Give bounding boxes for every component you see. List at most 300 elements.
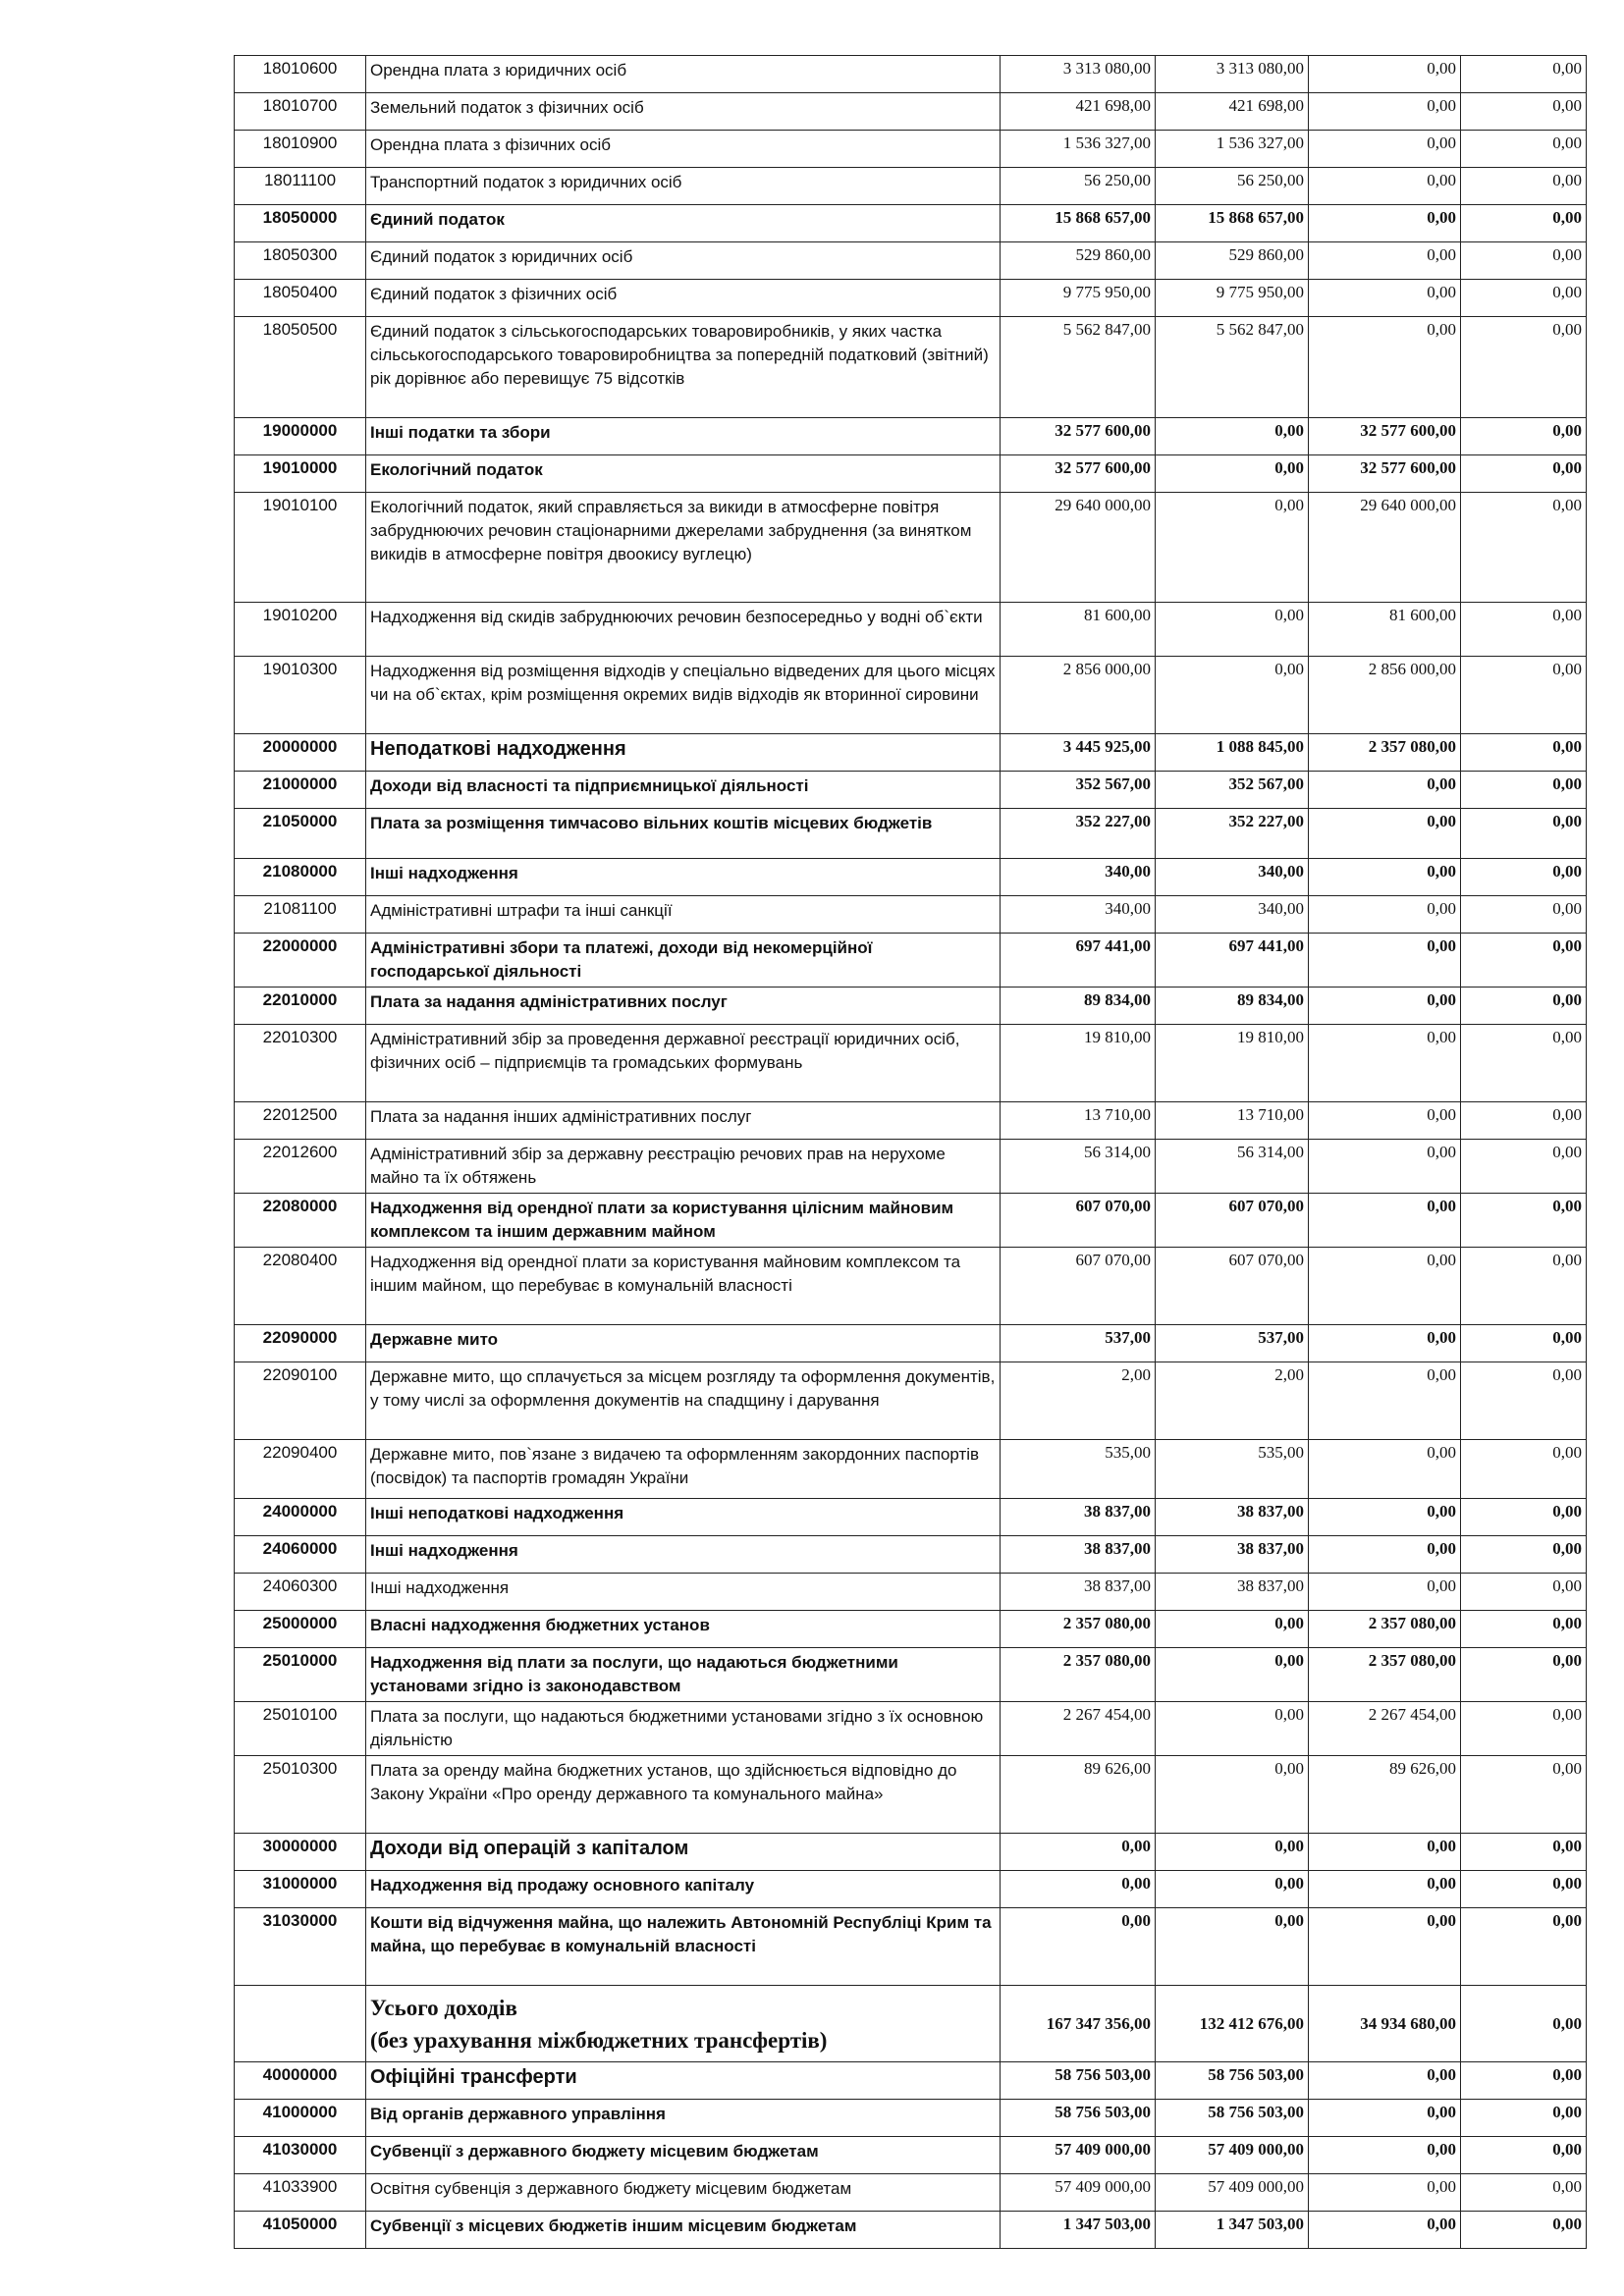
special-fund-cell: 0,00: [1309, 242, 1461, 280]
revenue-name-cell: Єдиний податок з сільськогосподарських товаровиробників, у яких частка сільськогосподарського товаровиробництва за попередній податковий (звітний) рік дорівнює або перевищує 75 відсотків: [366, 317, 1001, 418]
table-row: [235, 1648, 1587, 1702]
development-budget-cell: 0,00: [1461, 1648, 1587, 1702]
table-row: [235, 493, 1587, 603]
total-amount-cell: 697 441,00: [1001, 934, 1156, 988]
table-row: [235, 317, 1587, 418]
total-amount-cell: 0,00: [1001, 1908, 1156, 1986]
budget-code-cell: 25010100: [235, 1702, 366, 1756]
budget-code-cell: 18011100: [235, 168, 366, 205]
budget-code-cell: 19010000: [235, 455, 366, 493]
revenue-name-cell: Плата за послуги, що надаються бюджетними установами згідно з їх основною діяльністю: [366, 1702, 1001, 1756]
table-row: [235, 1140, 1587, 1194]
budget-code-cell: 22090000: [235, 1325, 366, 1362]
total-amount-cell: 38 837,00: [1001, 1499, 1156, 1536]
total-amount-cell: 57 409 000,00: [1001, 2174, 1156, 2212]
general-fund-cell: 1 536 327,00: [1156, 131, 1309, 168]
development-budget-cell: 0,00: [1461, 1140, 1587, 1194]
development-budget-cell: 0,00: [1461, 1611, 1587, 1648]
total-amount-cell: 607 070,00: [1001, 1194, 1156, 1248]
table-row: [235, 418, 1587, 455]
revenue-name-cell: Плата за розміщення тимчасово вільних коштів місцевих бюджетів: [366, 809, 1001, 859]
total-amount-cell: 2,00: [1001, 1362, 1156, 1440]
budget-code-cell: [235, 1986, 366, 2062]
development-budget-cell: 0,00: [1461, 1102, 1587, 1140]
total-amount-cell: 2 267 454,00: [1001, 1702, 1156, 1756]
development-budget-cell: 0,00: [1461, 896, 1587, 934]
total-amount-cell: 56 314,00: [1001, 1140, 1156, 1194]
total-amount-cell: 607 070,00: [1001, 1248, 1156, 1325]
revenue-name-cell: Надходження від орендної плати за користування цілісним майновим комплексом та іншим державним майном: [366, 1194, 1001, 1248]
revenue-name-cell: Адміністративні штрафи та інші санкції: [366, 896, 1001, 934]
revenue-name-cell: Інші надходження: [366, 1536, 1001, 1574]
special-fund-cell: 0,00: [1309, 1834, 1461, 1871]
revenue-name-cell: Єдиний податок з юридичних осіб: [366, 242, 1001, 280]
development-budget-cell: 0,00: [1461, 455, 1587, 493]
budget-code-cell: 18010600: [235, 56, 366, 93]
table-row: [235, 1908, 1587, 1986]
development-budget-cell: 0,00: [1461, 168, 1587, 205]
special-fund-cell: 81 600,00: [1309, 603, 1461, 657]
revenue-name-cell: Інші неподаткові надходження: [366, 1499, 1001, 1536]
general-fund-cell: 38 837,00: [1156, 1536, 1309, 1574]
special-fund-cell: 0,00: [1309, 56, 1461, 93]
special-fund-cell: 0,00: [1309, 1025, 1461, 1102]
revenue-name-cell: Субвенції з державного бюджету місцевим бюджетам: [366, 2137, 1001, 2174]
special-fund-cell: 0,00: [1309, 988, 1461, 1025]
general-fund-cell: 537,00: [1156, 1325, 1309, 1362]
budget-code-cell: 41000000: [235, 2100, 366, 2137]
total-amount-cell: 340,00: [1001, 859, 1156, 896]
revenue-name-cell: Адміністративний збір за проведення державної реєстрації юридичних осіб, фізичних осіб – підприємців та громадських формувань: [366, 1025, 1001, 1102]
special-fund-cell: 0,00: [1309, 2212, 1461, 2249]
table-row: [235, 1025, 1587, 1102]
revenue-name-cell: Земельний податок з фізичних осіб: [366, 93, 1001, 131]
revenue-name-cell: Доходи від операцій з капіталом: [366, 1834, 1001, 1871]
total-row: [235, 1986, 1587, 2062]
table-row: [235, 280, 1587, 317]
total-amount-cell: 352 227,00: [1001, 809, 1156, 859]
general-fund-cell: 0,00: [1156, 493, 1309, 603]
general-fund-cell: 58 756 503,00: [1156, 2100, 1309, 2137]
development-budget-cell: 0,00: [1461, 493, 1587, 603]
general-fund-cell: 340,00: [1156, 859, 1309, 896]
development-budget-cell: 0,00: [1461, 1194, 1587, 1248]
special-fund-cell: 2 856 000,00: [1309, 657, 1461, 734]
development-budget-cell: 0,00: [1461, 1908, 1587, 1986]
special-fund-cell: 2 267 454,00: [1309, 1702, 1461, 1756]
revenue-name-cell: Державне мито, пов`язане з видачею та оформленням закордонних паспортів (посвідок) та паспортів громадян України: [366, 1440, 1001, 1499]
revenue-name-cell: Надходження від плати за послуги, що надаються бюджетними установами згідно із законодавством: [366, 1648, 1001, 1702]
table-row: [235, 734, 1587, 772]
special-fund-cell: 29 640 000,00: [1309, 493, 1461, 603]
total-amount-cell: 529 860,00: [1001, 242, 1156, 280]
budget-code-cell: 21081100: [235, 896, 366, 934]
general-fund-cell: 0,00: [1156, 1908, 1309, 1986]
table-row: [235, 205, 1587, 242]
special-fund-cell: 0,00: [1309, 1536, 1461, 1574]
budget-code-cell: 24060300: [235, 1574, 366, 1611]
budget-code-cell: 22000000: [235, 934, 366, 988]
table-row: [235, 131, 1587, 168]
budget-code-cell: 25000000: [235, 1611, 366, 1648]
budget-code-cell: 18050400: [235, 280, 366, 317]
general-fund-cell: 5 562 847,00: [1156, 317, 1309, 418]
budget-code-cell: 41050000: [235, 2212, 366, 2249]
development-budget-cell: 0,00: [1461, 1362, 1587, 1440]
revenue-name-cell: Власні надходження бюджетних установ: [366, 1611, 1001, 1648]
budget-code-cell: 21000000: [235, 772, 366, 809]
revenue-name-cell: Екологічний податок, який справляється за викиди в атмосферне повітря забруднюючих речовин стаціонарними джерелами забруднення (за винятком викидів в атмосферне повітря двоокису вуглецю): [366, 493, 1001, 603]
general-fund-cell: 1 347 503,00: [1156, 2212, 1309, 2249]
total-amount-cell: 58 756 503,00: [1001, 2062, 1156, 2100]
total-amount-cell: 38 837,00: [1001, 1574, 1156, 1611]
special-fund-cell: 0,00: [1309, 131, 1461, 168]
revenue-name-cell: Орендна плата з юридичних осіб: [366, 56, 1001, 93]
general-fund-cell: 529 860,00: [1156, 242, 1309, 280]
development-budget-cell: 0,00: [1461, 859, 1587, 896]
development-budget-cell: 0,00: [1461, 56, 1587, 93]
revenue-name-cell: Інші податки та збори: [366, 418, 1001, 455]
total-amount-cell: 167 347 356,00: [1001, 1986, 1156, 2062]
total-amount-cell: 81 600,00: [1001, 603, 1156, 657]
development-budget-cell: 0,00: [1461, 1248, 1587, 1325]
total-amount-cell: 32 577 600,00: [1001, 418, 1156, 455]
total-amount-cell: 9 775 950,00: [1001, 280, 1156, 317]
revenue-name-cell: Надходження від скидів забруднюючих речовин безпосередньо у водні об`єкти: [366, 603, 1001, 657]
development-budget-cell: 0,00: [1461, 242, 1587, 280]
general-fund-cell: 57 409 000,00: [1156, 2174, 1309, 2212]
total-amount-cell: 535,00: [1001, 1440, 1156, 1499]
revenue-name-cell: Державне мито, що сплачується за місцем розгляду та оформлення документів, у тому числі за оформлення документів на спадщину і дарування: [366, 1362, 1001, 1440]
budget-code-cell: 22090400: [235, 1440, 366, 1499]
total-amount-cell: 421 698,00: [1001, 93, 1156, 131]
special-fund-cell: 32 577 600,00: [1309, 418, 1461, 455]
development-budget-cell: 0,00: [1461, 809, 1587, 859]
budget-code-cell: 22012600: [235, 1140, 366, 1194]
budget-code-cell: 19010200: [235, 603, 366, 657]
total-amount-cell: 29 640 000,00: [1001, 493, 1156, 603]
development-budget-cell: 0,00: [1461, 1574, 1587, 1611]
table-row: [235, 2137, 1587, 2174]
development-budget-cell: 0,00: [1461, 1325, 1587, 1362]
budget-code-cell: 25010000: [235, 1648, 366, 1702]
special-fund-cell: 0,00: [1309, 1871, 1461, 1908]
revenue-name-cell: Адміністративні збори та платежі, доходи від некомерційної господарської діяльності: [366, 934, 1001, 988]
budget-code-cell: 22090100: [235, 1362, 366, 1440]
budget-code-cell: 31030000: [235, 1908, 366, 1986]
budget-code-cell: 19010300: [235, 657, 366, 734]
special-fund-cell: 0,00: [1309, 1102, 1461, 1140]
development-budget-cell: 0,00: [1461, 1702, 1587, 1756]
budget-code-cell: 22010000: [235, 988, 366, 1025]
revenue-name-cell: Орендна плата з фізичних осіб: [366, 131, 1001, 168]
general-fund-cell: 19 810,00: [1156, 1025, 1309, 1102]
revenue-name-cell: Плата за надання адміністративних послуг: [366, 988, 1001, 1025]
total-amount-cell: 32 577 600,00: [1001, 455, 1156, 493]
general-fund-cell: 132 412 676,00: [1156, 1986, 1309, 2062]
total-amount-cell: 537,00: [1001, 1325, 1156, 1362]
special-fund-cell: 0,00: [1309, 205, 1461, 242]
total-amount-cell: 15 868 657,00: [1001, 205, 1156, 242]
general-fund-cell: 57 409 000,00: [1156, 2137, 1309, 2174]
table-row: [235, 1871, 1587, 1908]
general-fund-cell: 9 775 950,00: [1156, 280, 1309, 317]
budget-code-cell: 18050500: [235, 317, 366, 418]
total-amount-cell: 38 837,00: [1001, 1536, 1156, 1574]
general-fund-cell: 58 756 503,00: [1156, 2062, 1309, 2100]
table-row: [235, 1325, 1587, 1362]
total-amount-cell: 2 357 080,00: [1001, 1611, 1156, 1648]
revenue-name-cell: Надходження від продажу основного капіталу: [366, 1871, 1001, 1908]
general-fund-cell: 697 441,00: [1156, 934, 1309, 988]
special-fund-cell: 0,00: [1309, 1362, 1461, 1440]
special-fund-cell: 0,00: [1309, 1194, 1461, 1248]
special-fund-cell: 0,00: [1309, 859, 1461, 896]
total-amount-cell: 2 357 080,00: [1001, 1648, 1156, 1702]
budget-code-cell: 30000000: [235, 1834, 366, 1871]
revenue-name-cell: Екологічний податок: [366, 455, 1001, 493]
general-fund-cell: 535,00: [1156, 1440, 1309, 1499]
table-row: [235, 455, 1587, 493]
special-fund-cell: 0,00: [1309, 317, 1461, 418]
revenue-name-cell: Єдиний податок: [366, 205, 1001, 242]
general-fund-cell: 1 088 845,00: [1156, 734, 1309, 772]
table-row: [235, 2062, 1587, 2100]
general-fund-cell: 13 710,00: [1156, 1102, 1309, 1140]
budget-code-cell: 20000000: [235, 734, 366, 772]
special-fund-cell: 0,00: [1309, 1499, 1461, 1536]
table-row: [235, 1834, 1587, 1871]
table-row: [235, 1536, 1587, 1574]
development-budget-cell: 0,00: [1461, 2100, 1587, 2137]
budget-code-cell: 41030000: [235, 2137, 366, 2174]
budget-code-cell: 22080400: [235, 1248, 366, 1325]
table-row: [235, 896, 1587, 934]
general-fund-cell: 2,00: [1156, 1362, 1309, 1440]
budget-code-cell: 19010100: [235, 493, 366, 603]
budget-code-cell: 25010300: [235, 1756, 366, 1834]
table-row: [235, 603, 1587, 657]
general-fund-cell: 56 250,00: [1156, 168, 1309, 205]
development-budget-cell: 0,00: [1461, 657, 1587, 734]
general-fund-cell: 0,00: [1156, 1702, 1309, 1756]
special-fund-cell: 0,00: [1309, 2137, 1461, 2174]
development-budget-cell: 0,00: [1461, 2174, 1587, 2212]
budget-code-cell: 21050000: [235, 809, 366, 859]
budget-code-cell: 18010900: [235, 131, 366, 168]
special-fund-cell: 34 934 680,00: [1309, 1986, 1461, 2062]
special-fund-cell: 0,00: [1309, 896, 1461, 934]
general-fund-cell: 0,00: [1156, 1648, 1309, 1702]
general-fund-cell: 38 837,00: [1156, 1499, 1309, 1536]
general-fund-cell: 0,00: [1156, 1871, 1309, 1908]
total-amount-cell: 2 856 000,00: [1001, 657, 1156, 734]
special-fund-cell: 0,00: [1309, 934, 1461, 988]
budget-code-cell: 41033900: [235, 2174, 366, 2212]
table-row: [235, 1611, 1587, 1648]
revenue-name-cell: Надходження від орендної плати за користування майновим комплексом та іншим майном, що перебуває в комунальній власності: [366, 1248, 1001, 1325]
special-fund-cell: 0,00: [1309, 1440, 1461, 1499]
revenue-name-cell: Кошти від відчуження майна, що належить Автономній Республіці Крим та майна, що перебуває в комунальній власності: [366, 1908, 1001, 1986]
special-fund-cell: 0,00: [1309, 2174, 1461, 2212]
development-budget-cell: 0,00: [1461, 1834, 1587, 1871]
development-budget-cell: 0,00: [1461, 772, 1587, 809]
special-fund-cell: 2 357 080,00: [1309, 1611, 1461, 1648]
total-amount-cell: 352 567,00: [1001, 772, 1156, 809]
budget-code-cell: 31000000: [235, 1871, 366, 1908]
total-amount-cell: 89 834,00: [1001, 988, 1156, 1025]
general-fund-cell: 607 070,00: [1156, 1248, 1309, 1325]
special-fund-cell: 0,00: [1309, 809, 1461, 859]
general-fund-cell: 352 227,00: [1156, 809, 1309, 859]
budget-code-cell: 22012500: [235, 1102, 366, 1140]
total-amount-cell: 19 810,00: [1001, 1025, 1156, 1102]
special-fund-cell: 2 357 080,00: [1309, 1648, 1461, 1702]
total-amount-cell: 13 710,00: [1001, 1102, 1156, 1140]
development-budget-cell: 0,00: [1461, 205, 1587, 242]
table-row: [235, 1756, 1587, 1834]
table-row: [235, 1362, 1587, 1440]
table-row: [235, 1102, 1587, 1140]
total-amount-cell: 1 536 327,00: [1001, 131, 1156, 168]
table-row: [235, 988, 1587, 1025]
general-fund-cell: 0,00: [1156, 1756, 1309, 1834]
development-budget-cell: 0,00: [1461, 93, 1587, 131]
table-row: [235, 1702, 1587, 1756]
budget-code-cell: 18050000: [235, 205, 366, 242]
general-fund-cell: 421 698,00: [1156, 93, 1309, 131]
development-budget-cell: 0,00: [1461, 1986, 1587, 2062]
development-budget-cell: 0,00: [1461, 280, 1587, 317]
table-row: [235, 657, 1587, 734]
special-fund-cell: 0,00: [1309, 280, 1461, 317]
special-fund-cell: 89 626,00: [1309, 1756, 1461, 1834]
table-row: [235, 56, 1587, 93]
general-fund-cell: 0,00: [1156, 1834, 1309, 1871]
special-fund-cell: 0,00: [1309, 1325, 1461, 1362]
special-fund-cell: 32 577 600,00: [1309, 455, 1461, 493]
development-budget-cell: 0,00: [1461, 1025, 1587, 1102]
budget-code-cell: 22080000: [235, 1194, 366, 1248]
table-row: [235, 934, 1587, 988]
revenue-name-cell: Плата за надання інших адміністративних послуг: [366, 1102, 1001, 1140]
total-amount-cell: 0,00: [1001, 1871, 1156, 1908]
revenue-name-cell: Надходження від розміщення відходів у спеціально відведених для цього місцях чи на об`єктах, крім розміщення окремих видів відходів як вторинної сировини: [366, 657, 1001, 734]
development-budget-cell: 0,00: [1461, 2212, 1587, 2249]
budget-code-cell: 18010700: [235, 93, 366, 131]
budget-code-cell: 22010300: [235, 1025, 366, 1102]
budget-code-cell: 21080000: [235, 859, 366, 896]
table-row: [235, 168, 1587, 205]
revenue-name-cell: Транспортний податок з юридичних осіб: [366, 168, 1001, 205]
general-fund-cell: 56 314,00: [1156, 1140, 1309, 1194]
table-row: [235, 1248, 1587, 1325]
general-fund-cell: 89 834,00: [1156, 988, 1309, 1025]
table-row: [235, 2174, 1587, 2212]
revenue-name-cell: Плата за оренду майна бюджетних установ, що здійснюється відповідно до Закону України «Про оренду державного та комунального майна»: [366, 1756, 1001, 1834]
table-row: [235, 809, 1587, 859]
total-amount-cell: 57 409 000,00: [1001, 2137, 1156, 2174]
table-row: [235, 2212, 1587, 2249]
revenue-name-cell: Неподаткові надходження: [366, 734, 1001, 772]
total-amount-cell: 56 250,00: [1001, 168, 1156, 205]
table-row: [235, 859, 1587, 896]
special-fund-cell: 0,00: [1309, 1574, 1461, 1611]
revenue-name-cell: Доходи від власності та підприємницької діяльності: [366, 772, 1001, 809]
revenue-name-cell: Адміністративний збір за державну реєстрацію речових прав на нерухоме майно та їх обтяжень: [366, 1140, 1001, 1194]
budget-code-cell: 18050300: [235, 242, 366, 280]
table-body: [235, 56, 1587, 2249]
revenue-name-cell: Освітня субвенція з державного бюджету місцевим бюджетам: [366, 2174, 1001, 2212]
total-amount-cell: 3 313 080,00: [1001, 56, 1156, 93]
revenue-name-cell: Інші надходження: [366, 1574, 1001, 1611]
total-amount-cell: 1 347 503,00: [1001, 2212, 1156, 2249]
general-fund-cell: 0,00: [1156, 418, 1309, 455]
general-fund-cell: 340,00: [1156, 896, 1309, 934]
revenue-name-cell: Інші надходження: [366, 859, 1001, 896]
development-budget-cell: 0,00: [1461, 934, 1587, 988]
development-budget-cell: 0,00: [1461, 1871, 1587, 1908]
total-amount-cell: 340,00: [1001, 896, 1156, 934]
development-budget-cell: 0,00: [1461, 1756, 1587, 1834]
special-fund-cell: 0,00: [1309, 1908, 1461, 1986]
general-fund-cell: 3 313 080,00: [1156, 56, 1309, 93]
development-budget-cell: 0,00: [1461, 418, 1587, 455]
total-amount-cell: 58 756 503,00: [1001, 2100, 1156, 2137]
general-fund-cell: 0,00: [1156, 455, 1309, 493]
development-budget-cell: 0,00: [1461, 1440, 1587, 1499]
budget-code-cell: 24000000: [235, 1499, 366, 1536]
development-budget-cell: 0,00: [1461, 2062, 1587, 2100]
general-fund-cell: 38 837,00: [1156, 1574, 1309, 1611]
development-budget-cell: 0,00: [1461, 603, 1587, 657]
table-row: [235, 772, 1587, 809]
general-fund-cell: 607 070,00: [1156, 1194, 1309, 1248]
development-budget-cell: 0,00: [1461, 131, 1587, 168]
general-fund-cell: 15 868 657,00: [1156, 205, 1309, 242]
revenue-name-cell: Офіційні трансферти: [366, 2062, 1001, 2100]
table-row: [235, 1194, 1587, 1248]
budget-code-cell: 19000000: [235, 418, 366, 455]
table-row: [235, 1440, 1587, 1499]
revenue-name-cell: Від органів державного управління: [366, 2100, 1001, 2137]
budget-revenue-table: [234, 55, 1587, 2249]
revenue-name-cell: Субвенції з місцевих бюджетів іншим місцевим бюджетам: [366, 2212, 1001, 2249]
general-fund-cell: 0,00: [1156, 1611, 1309, 1648]
table-row: [235, 1499, 1587, 1536]
development-budget-cell: 0,00: [1461, 734, 1587, 772]
budget-code-cell: 24060000: [235, 1536, 366, 1574]
special-fund-cell: 0,00: [1309, 2062, 1461, 2100]
table-row: [235, 242, 1587, 280]
revenue-name-cell: Державне мито: [366, 1325, 1001, 1362]
table-row: [235, 2100, 1587, 2137]
special-fund-cell: 0,00: [1309, 168, 1461, 205]
special-fund-cell: 0,00: [1309, 772, 1461, 809]
general-fund-cell: 352 567,00: [1156, 772, 1309, 809]
table-row: [235, 93, 1587, 131]
general-fund-cell: 0,00: [1156, 657, 1309, 734]
development-budget-cell: 0,00: [1461, 1536, 1587, 1574]
development-budget-cell: 0,00: [1461, 317, 1587, 418]
total-amount-cell: 3 445 925,00: [1001, 734, 1156, 772]
development-budget-cell: 0,00: [1461, 988, 1587, 1025]
development-budget-cell: 0,00: [1461, 2137, 1587, 2174]
special-fund-cell: 0,00: [1309, 1140, 1461, 1194]
revenue-name-cell: Усього доходів (без урахування міжбюджетних трансфертів): [366, 1986, 1001, 2062]
budget-code-cell: 40000000: [235, 2062, 366, 2100]
table-row: [235, 1574, 1587, 1611]
